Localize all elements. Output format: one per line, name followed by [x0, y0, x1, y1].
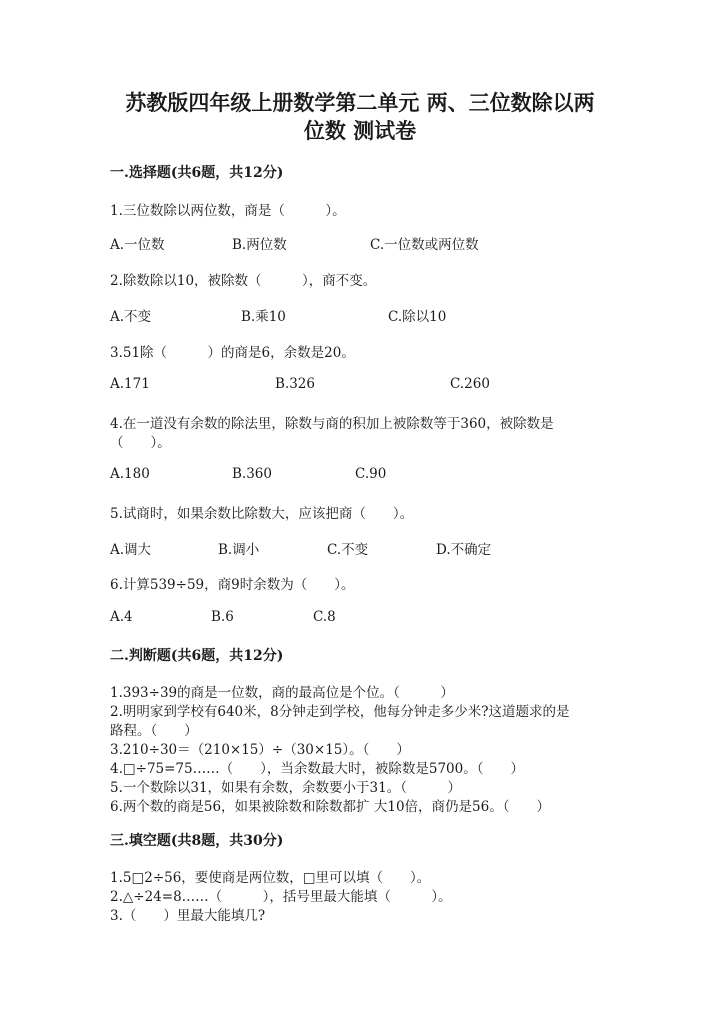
section-heading-choice: 一.选择题(共6题，共12分)	[110, 165, 284, 181]
q3-option-b: B.326	[275, 376, 315, 392]
q3-option-a: A.171	[110, 376, 150, 392]
judge-4: 4.□÷75=75……（ ），当余数最大时，被除数是5700。（ ）	[110, 761, 524, 777]
question-3: 3.51除（ ）的商是6，余数是20。	[110, 345, 355, 361]
question-4-line1: 4.在一道没有余数的除法里，除数与商的积加上被除数等于360，被除数是	[110, 416, 554, 432]
question-5: 5.试商时，如果余数比除数大，应该把商（ ）。	[110, 506, 414, 522]
q4-option-a: A.180	[110, 466, 150, 482]
q5-option-c: C.不变	[327, 542, 369, 558]
q2-option-b: B.乘10	[241, 309, 286, 325]
question-2: 2.除数除以10，被除数（ ），商不变。	[110, 273, 377, 289]
section-heading-fill: 三.填空题(共8题，共30分)	[110, 833, 284, 849]
question-1: 1.三位数除以两位数，商是（ ）。	[110, 203, 346, 219]
q1-option-c: C.一位数或两位数	[370, 237, 479, 253]
q6-option-b: B.6	[211, 609, 234, 625]
judge-6: 6.两个数的商是56，如果被除数和除数都扩 大10倍，商仍是56。（ ）	[110, 799, 550, 815]
q5-option-a: A.调大	[110, 542, 152, 558]
q4-option-c: C.90	[355, 466, 387, 482]
fill-2: 2.△÷24=8……（ ），括号里最大能填（ ）。	[110, 889, 452, 905]
q3-option-c: C.260	[450, 376, 490, 392]
q2-option-c: C.除以10	[388, 309, 447, 325]
judge-2-line1: 2.明明家到学校有640米，8分钟走到学校，他每分钟走多少米?这道题求的是	[110, 704, 570, 720]
q6-option-a: A.4	[110, 609, 133, 625]
q5-option-b: B.调小	[218, 542, 260, 558]
judge-3: 3.210÷30＝（210×15）÷（30×15）。（ ）	[110, 742, 410, 758]
paper-title-line1: 苏教版四年级上册数学第二单元 两、三位数除以两	[125, 90, 595, 115]
judge-1: 1.393÷39的商是一位数，商的最高位是个位。（ ）	[110, 685, 454, 701]
q6-option-c: C.8	[313, 609, 336, 625]
q5-option-d: D.不确定	[436, 542, 492, 558]
q2-option-a: A.不变	[110, 309, 152, 325]
judge-5: 5.一个数除以31，如果有余数，余数要小于31。（ ）	[110, 780, 461, 796]
question-6: 6.计算539÷59，商9时余数为（ ）。	[110, 577, 355, 593]
q4-option-b: B.360	[232, 466, 272, 482]
fill-1: 1.5□2÷56，要使商是两位数，□里可以填（ ）。	[110, 870, 431, 886]
section-heading-judge: 二.判断题(共6题，共12分)	[110, 648, 284, 664]
q1-option-b: B.两位数	[232, 237, 287, 253]
paper-title-line2: 位数 测试卷	[303, 118, 417, 143]
fill-3: 3.（ ）里最大能填几?	[110, 908, 266, 924]
judge-2-line2: 路程。（ ）	[110, 723, 198, 739]
q1-option-a: A.一位数	[110, 237, 165, 253]
question-4-line2: （ ）。	[110, 435, 171, 451]
